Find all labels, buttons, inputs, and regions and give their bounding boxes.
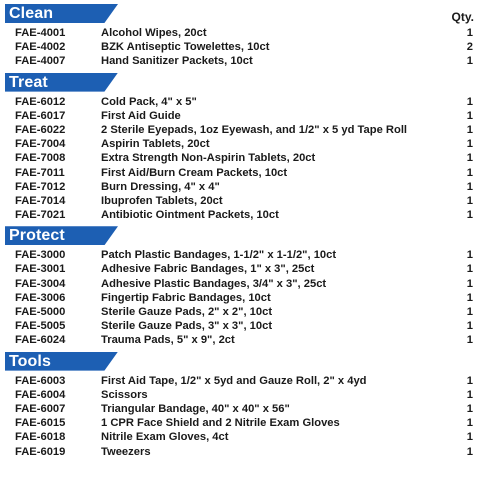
item-row (0, 319, 500, 333)
item-code: FAE-6018 (15, 431, 66, 444)
item-code: FAE-7012 (15, 180, 66, 193)
item-code: FAE-3004 (15, 277, 66, 290)
section-header (0, 0, 500, 26)
item-qty: 1 (466, 109, 473, 122)
item-qty: 1 (466, 55, 473, 68)
item-qty: 1 (466, 95, 473, 108)
item-code: FAE-7004 (15, 138, 66, 151)
item-code: FAE-6019 (15, 445, 66, 458)
section-header (0, 222, 500, 248)
item-description: BZK Antiseptic Towelettes, 10ct (101, 41, 270, 54)
item-description: Extra Strength Non-Aspirin Tablets, 20ct (101, 152, 316, 165)
item-qty: 1 (466, 138, 473, 151)
item-row (0, 208, 500, 222)
item-description: Sterile Gauze Pads, 2" x 2", 10ct (101, 306, 273, 318)
item-description: Alcohol Wipes, 20ct (101, 27, 207, 39)
item-row (0, 430, 500, 444)
item-code: FAE-6004 (15, 388, 66, 401)
item-description: Adhesive Plastic Bandages, 3/4" x 3", 25ct (101, 277, 327, 290)
item-qty: 1 (466, 402, 473, 415)
item-row (0, 333, 500, 347)
item-row (0, 151, 500, 165)
item-qty: 1 (466, 180, 473, 193)
section-title: Treat (9, 73, 48, 91)
item-qty: 2 (466, 41, 473, 54)
item-description: Fingertip Fabric Bandages, 10ct (101, 291, 271, 304)
item-code: FAE-7011 (15, 166, 65, 179)
item-qty: 1 (466, 374, 473, 387)
section-title: Clean (9, 5, 54, 22)
item-description: Scissors (101, 388, 148, 401)
section-title: Tools (9, 352, 51, 370)
item-row (0, 137, 500, 151)
item-qty: 1 (466, 431, 473, 444)
item-code: FAE-7021 (15, 209, 66, 222)
item-code: FAE-6017 (15, 109, 66, 122)
item-description: First Aid/Burn Cream Packets, 10ct (101, 166, 288, 179)
item-qty: 1 (466, 123, 473, 136)
item-list (0, 374, 500, 459)
item-row (0, 54, 500, 68)
item-qty: 1 (466, 306, 473, 318)
section-header (0, 348, 500, 374)
item-qty: 1 (466, 27, 473, 39)
item-code: FAE-6003 (15, 374, 66, 387)
item-row (0, 291, 500, 305)
item-row (0, 388, 500, 402)
item-qty: 1 (466, 445, 473, 458)
item-list (0, 26, 500, 69)
item-description: First Aid Tape, 1/2" x 5yd and Gauze Roll, 2" x 4yd (101, 374, 367, 387)
item-row (0, 262, 500, 276)
section-header (0, 69, 500, 95)
item-row (0, 109, 500, 123)
item-row (0, 166, 500, 180)
item-qty: 1 (466, 320, 473, 333)
item-description: 1 CPR Face Shield and 2 Nitrile Exam Gloves (101, 417, 340, 430)
item-code: FAE-7008 (15, 152, 66, 165)
section-tools (0, 348, 500, 459)
item-row (0, 305, 500, 319)
item-description: Cold Pack, 4" x 5" (101, 95, 197, 108)
item-code: FAE-3001 (15, 263, 66, 276)
item-description: Adhesive Fabric Bandages, 1" x 3", 25ct (101, 263, 315, 276)
item-qty: 1 (466, 291, 473, 304)
item-code: FAE-6012 (15, 95, 66, 108)
item-code: FAE-4002 (15, 41, 66, 54)
item-row (0, 402, 500, 416)
item-description: First Aid Guide (101, 109, 181, 122)
item-code: FAE-5005 (15, 320, 66, 333)
item-qty: 1 (466, 194, 473, 207)
item-row (0, 277, 500, 291)
item-qty: 1 (466, 417, 473, 430)
item-row (0, 95, 500, 109)
item-row (0, 26, 500, 40)
item-row (0, 123, 500, 137)
item-row (0, 180, 500, 194)
item-qty: 1 (466, 249, 473, 262)
item-code: FAE-4001 (15, 27, 66, 39)
item-code: FAE-7014 (15, 194, 66, 207)
item-row (0, 40, 500, 54)
item-description: 2 Sterile Eyepads, 1oz Eyewash, and 1/2" x 5 yd Tape Roll (101, 123, 408, 136)
section-title: Protect (9, 227, 65, 245)
item-row (0, 445, 500, 459)
item-description: Sterile Gauze Pads, 3" x 3", 10ct (101, 320, 273, 333)
item-code: FAE-3000 (15, 249, 66, 262)
item-description: Triangular Bandage, 40" x 40" x 56" (101, 402, 290, 415)
item-qty: 1 (466, 334, 473, 347)
item-code: FAE-4007 (15, 55, 66, 68)
item-list (0, 248, 500, 347)
item-row (0, 416, 500, 430)
item-row (0, 374, 500, 388)
item-row (0, 194, 500, 208)
item-description: Patch Plastic Bandages, 1-1/2" x 1-1/2", 10ct (101, 249, 337, 262)
item-description: Ibuprofen Tablets, 20ct (101, 194, 223, 207)
item-description: Burn Dressing, 4" x 4" (101, 180, 220, 193)
section-treat (0, 69, 500, 223)
qty-column-header: Qty. (451, 10, 474, 24)
item-code: FAE-6015 (15, 417, 66, 430)
item-qty: 1 (466, 263, 473, 276)
item-code: FAE-6022 (15, 123, 66, 136)
item-description: Nitrile Exam Gloves, 4ct (101, 431, 229, 444)
item-qty: 1 (466, 209, 473, 222)
item-code: FAE-6024 (15, 334, 66, 347)
section-protect (0, 222, 500, 347)
item-qty: 1 (466, 152, 473, 165)
item-description: Hand Sanitizer Packets, 10ct (101, 55, 253, 68)
section-clean (0, 0, 500, 69)
item-qty: 1 (466, 166, 473, 179)
item-description: Aspirin Tablets, 20ct (101, 138, 210, 151)
item-qty: 1 (466, 277, 473, 290)
item-list (0, 95, 500, 223)
item-code: FAE-3006 (15, 291, 66, 304)
item-code: FAE-5000 (15, 306, 66, 318)
item-description: Antibiotic Ointment Packets, 10ct (101, 209, 279, 222)
item-row (0, 248, 500, 262)
item-description: Trauma Pads, 5" x 9", 2ct (101, 334, 235, 347)
item-qty: 1 (466, 388, 473, 401)
item-description: Tweezers (101, 445, 151, 458)
item-code: FAE-6007 (15, 402, 66, 415)
